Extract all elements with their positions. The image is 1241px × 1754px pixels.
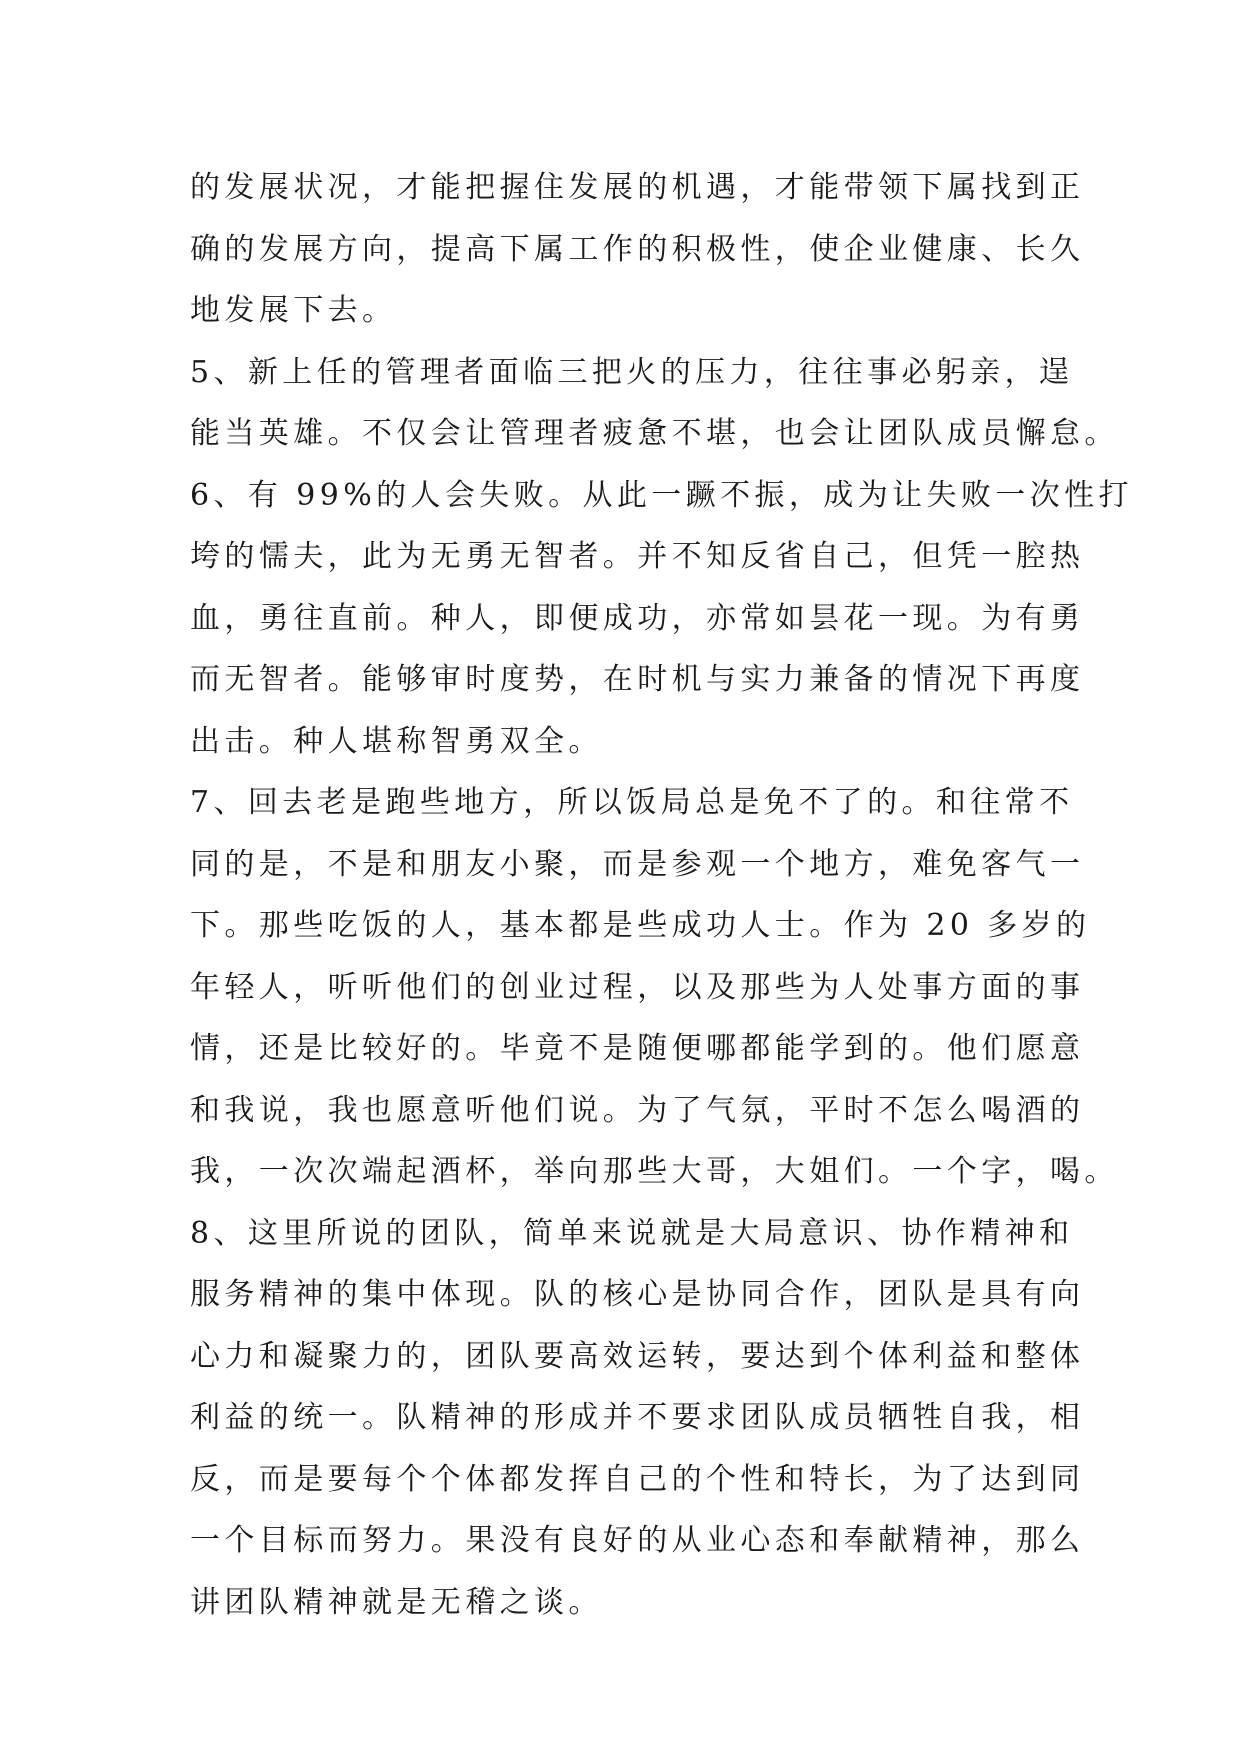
text-line: 血，勇往直前。种人，即便成功，亦常如昙花一现。为有勇: [190, 600, 1085, 636]
text-line: 的发展状况，才能把握住发展的机遇，才能带领下属找到正: [190, 170, 1085, 205]
text-line: 利益的统一。队精神的形成并不要求团队成员牺牲自我，相: [190, 1400, 1085, 1435]
text-line: 而无智者。能够审时度势，在时机与实力兼备的情况下再度: [190, 662, 1085, 697]
text-line: 垮的懦夫，此为无勇无智者。并不知反省自己，但凭一腔热: [190, 539, 1085, 574]
text-line: 情，还是比较好的。毕竟不是随便哪都能学到的。他们愿意: [190, 1031, 1085, 1066]
text-line: 服务精神的集中体现。队的核心是协同合作，团队是具有向: [190, 1277, 1085, 1312]
text-line: 5、新上任的管理者面临三把火的压力，往往事必躬亲，逞: [190, 354, 1074, 390]
text-line: 和我说，我也愿意听他们说。为了气氛，平时不怎么喝酒的: [190, 1092, 1085, 1128]
text-line: 8、这里所说的团队，简单来说就是大局意识、协作精神和: [190, 1215, 1074, 1251]
text-line: 7、回去老是跑些地方，所以饭局总是免不了的。和往常不: [190, 785, 1074, 820]
text-line: 能当英雄。不仅会让管理者疲惫不堪，也会让团队成员懈怠。: [190, 416, 1119, 451]
text-line: 地发展下去。: [190, 293, 397, 328]
text-line: 下。那些吃饭的人，基本都是些成功人士。作为 20 多岁的: [190, 908, 1091, 943]
text-line: 6、有 99%的人会失败。从此一蹶不振，成为让失败一次性打: [190, 477, 1133, 513]
text-line: 心力和凝聚力的，团队要高效运转，要达到个体利益和整体: [190, 1338, 1085, 1374]
text-line: 同的是，不是和朋友小聚，而是参观一个地方，难免客气一: [190, 846, 1085, 882]
text-line: 年轻人，听听他们的创业过程，以及那些为人处事方面的事: [190, 969, 1085, 1005]
text-line: 讲团队精神就是无稽之谈。: [190, 1584, 603, 1620]
text-line: 一个目标而努力。果没有良好的从业心态和奉献精神，那么: [190, 1523, 1085, 1558]
text-line: 出击。种人堪称智勇双全。: [190, 723, 603, 759]
text-line: 我，一次次端起酒杯，举向那些大哥，大姐们。一个字，喝。: [190, 1154, 1119, 1189]
text-line: 反，而是要每个个体都发挥自己的个性和特长，为了达到同: [190, 1461, 1085, 1497]
text-line: 确的发展方向，提高下属工作的积极性，使企业健康、长久: [190, 231, 1085, 267]
body-text: [190, 157, 1133, 1633]
